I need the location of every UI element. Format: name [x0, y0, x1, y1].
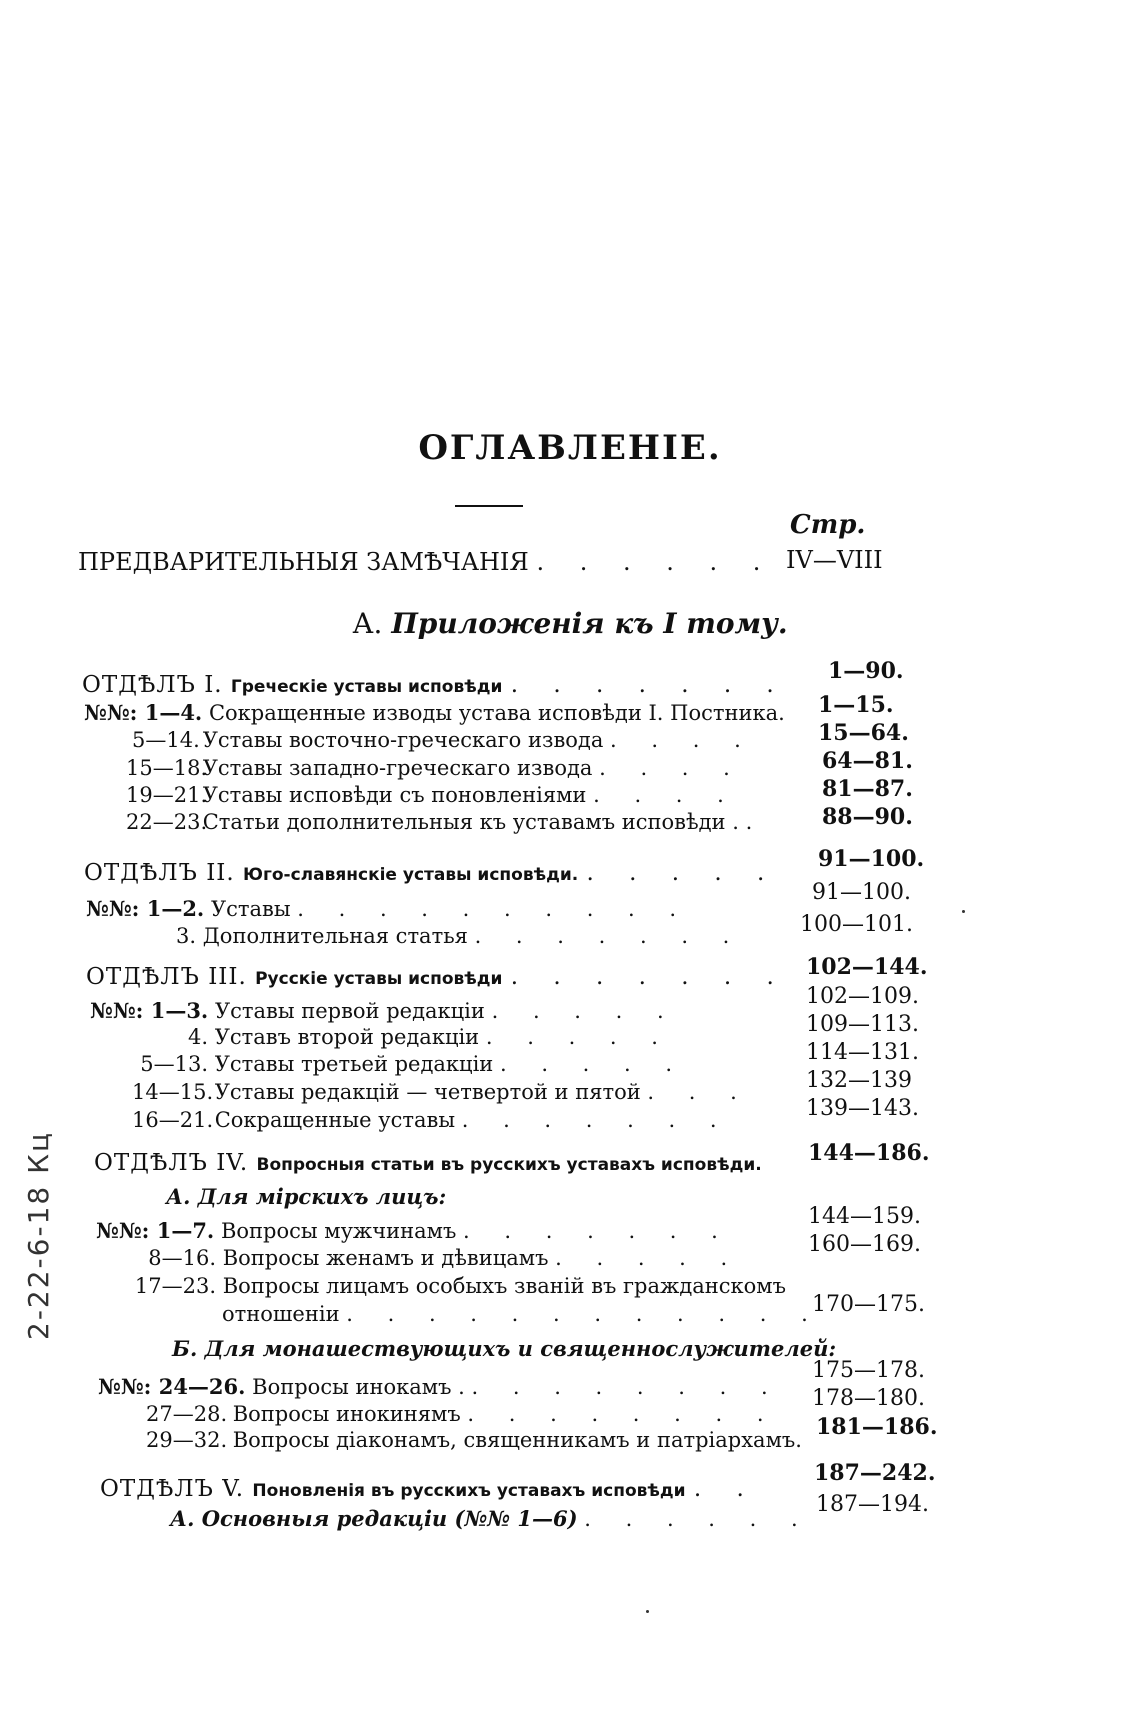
leader-dots: . . . . .: [586, 860, 779, 886]
subsection-heading: А. Для мірскихъ лицъ:: [166, 1184, 447, 1209]
otdel-name: Юго-славянскіе уставы исповѣди.: [243, 865, 579, 885]
leader-dots: . . . . . . . .: [467, 1402, 778, 1426]
leader-dots: . . . . . . .: [461, 1108, 731, 1132]
toc-entry: [86, 896, 690, 921]
entry-text: Вопросы инокинямъ: [232, 1402, 461, 1426]
pages-column-header: Стр.: [790, 510, 866, 540]
otdel-2-heading: [84, 860, 778, 886]
toc-entry: [134, 1274, 786, 1298]
entry-pages: 91—100.: [812, 880, 911, 905]
entry-text: Уставы третьей редакціи: [214, 1052, 494, 1076]
entry-pages: 114—131.: [806, 1040, 919, 1065]
entry-number: 5—14.: [132, 728, 200, 752]
leader-dots: . . . . .: [555, 1246, 742, 1270]
entry-text: Вопросы инокамъ .: [252, 1375, 465, 1399]
leader-dots: . . . .: [599, 756, 744, 780]
toc-entry: [132, 1108, 731, 1132]
entry-pages: 1—15.: [818, 692, 894, 718]
toc-entry: [170, 1506, 812, 1531]
otdel-name: Вопросныя статьи въ русскихъ уставахъ исповѣди.: [256, 1155, 762, 1175]
leader-dots: . . . . . . .: [510, 672, 788, 698]
leader-dots: . . . . . .: [584, 1507, 812, 1531]
otdel-name: Греческіе уставы исповѣди: [230, 677, 503, 697]
entry-text: Уставъ второй редакціи: [214, 1025, 480, 1049]
otdel-5-heading: [100, 1476, 758, 1502]
otdel-5-pages: 187—242.: [814, 1460, 936, 1486]
toc-entry: [96, 1218, 732, 1243]
entry-text: Вопросы лицамъ особыхъ званій въ гражданскомъ: [222, 1274, 787, 1298]
entry-text: Уставы первой редакціи: [214, 999, 485, 1023]
entry-number: №№: 24—26.: [98, 1374, 246, 1399]
entry-pages: 160—169.: [808, 1232, 921, 1257]
leader-dots: . . . . . . . .: [471, 1375, 782, 1399]
preface-label: ПРЕДВАРИТЕЛЬНЫЯ ЗАМѢЧАНІЯ: [78, 548, 529, 576]
leader-dots: . . . . . . . . . .: [297, 897, 691, 921]
toc-entry: [132, 728, 755, 752]
toc-entry: [188, 1025, 672, 1049]
title-divider: [455, 505, 523, 507]
entry-number: 14—15.: [132, 1080, 214, 1104]
entry-number: №№: 1—2.: [86, 896, 205, 921]
leader-dots: .: [745, 810, 767, 834]
otdel-name: Русскіе уставы исповѣди: [255, 969, 503, 989]
toc-entry-continuation: [222, 1302, 822, 1326]
page-title: ОГЛАВЛЕНІЕ.: [418, 428, 722, 468]
otdel-3-heading: [86, 964, 788, 990]
entry-pages: 81—87.: [822, 776, 913, 802]
entry-pages: 144—159.: [808, 1204, 921, 1229]
otdel-label: ОТДѢЛЪ V.: [100, 1476, 245, 1502]
leader-dots: . . . . . . .: [463, 1219, 732, 1243]
toc-entry: [126, 810, 766, 834]
entry-text: отношеніи: [222, 1302, 340, 1326]
entry-number: 29—32.: [146, 1428, 228, 1452]
entry-text: Вопросы женамъ и дѣвицамъ: [222, 1246, 549, 1270]
otdel-label: ОТДѢЛЪ II.: [84, 860, 235, 886]
leader-dots: . . . . .: [499, 1052, 687, 1076]
entry-pages: 64—81.: [822, 748, 913, 774]
entry-pages: 15—64.: [818, 720, 909, 746]
otdel-label: ОТДѢЛЪ IV.: [94, 1150, 249, 1176]
subsection-heading: А. Основныя редакціи (№№ 1—6): [170, 1506, 578, 1531]
preface-entry: [78, 548, 774, 576]
otdel-4-pages: 144—186.: [808, 1140, 930, 1166]
entry-number: 4.: [188, 1025, 209, 1049]
leader-dots: . . . . . .: [536, 548, 775, 576]
entry-text: Сокращенные изводы устава исповѣди I. Постника.: [208, 701, 785, 725]
section-letter: А.: [352, 607, 383, 640]
leader-dots: . .: [693, 1476, 758, 1502]
otdel-label: ОТДѢЛЪ I.: [82, 672, 223, 698]
otdel-label: ОТДѢЛЪ III.: [86, 964, 247, 990]
entry-number: №№: 1—7.: [96, 1218, 215, 1243]
entry-text: Сокращенные уставы: [214, 1108, 456, 1132]
otdel-2-pages: 91—100.: [818, 846, 925, 872]
otdel-4-heading: [94, 1150, 762, 1176]
entry-number: 27—28.: [146, 1402, 228, 1426]
section-a-heading: [0, 607, 1140, 640]
otdel-3-pages: 102—144.: [806, 954, 928, 980]
leader-dots: . . . . . . .: [474, 924, 744, 948]
leader-dots: . . . .: [593, 783, 738, 807]
toc-entry: [146, 1402, 778, 1426]
entry-text: Уставы исповѣди съ поновленіями: [202, 783, 587, 807]
otdel-1-heading: [82, 672, 788, 698]
entry-pages: 109—113.: [806, 1012, 919, 1037]
leader-dots: . . . . .: [491, 999, 678, 1023]
entry-text: Статьи дополнительныя къ уставамъ исповѣди .: [202, 810, 739, 834]
subsection-heading: Б. Для монашествующихъ и священнослужителей:: [172, 1336, 837, 1361]
entry-pages: 181—186.: [816, 1414, 938, 1440]
entry-number: №№: 1—4.: [84, 700, 203, 725]
entry-pages: 187—194.: [816, 1492, 929, 1517]
leader-dots: . . . . .: [485, 1025, 672, 1049]
toc-entry: [90, 998, 678, 1023]
toc-entry: [126, 783, 738, 807]
leader-dots: . . . .: [610, 728, 755, 752]
otdel-name: Поновленія въ русскихъ уставахъ исповѣди: [252, 1481, 686, 1501]
entry-pages: 175—178.: [812, 1358, 925, 1383]
entry-pages: 170—175.: [812, 1292, 925, 1317]
toc-entry: [138, 1052, 686, 1076]
handwritten-margin-note: 2-22-6-18 Кц: [22, 1130, 55, 1340]
preface-pages: IV—VIII: [786, 546, 883, 574]
toc-entry: [84, 700, 785, 725]
toc-entry: [126, 756, 744, 780]
print-speck: [962, 910, 965, 913]
toc-entry: [98, 1374, 782, 1399]
toc-entry: [132, 1080, 751, 1104]
entry-number: 22—23.: [126, 810, 208, 834]
entry-pages: 100—101.: [800, 912, 913, 937]
entry-pages: 139—143.: [806, 1096, 919, 1121]
toc-entry: [146, 1428, 802, 1452]
entry-text: Вопросы мужчинамъ: [220, 1219, 457, 1243]
entry-number: №№: 1—3.: [90, 998, 209, 1023]
entry-number: 15—18.: [126, 756, 208, 780]
toc-entry: [140, 1246, 741, 1270]
print-speck: [646, 1610, 649, 1613]
entry-pages: 178—180.: [812, 1386, 925, 1411]
entry-number: 5—13.: [140, 1052, 208, 1076]
otdel-1-pages: 1—90.: [828, 658, 904, 684]
entry-number: 3.: [176, 924, 197, 948]
toc-entry: [176, 924, 743, 948]
leader-dots: . . . . . . .: [510, 964, 788, 990]
entry-text: Дополнительная статья: [202, 924, 468, 948]
entry-pages: 88—90.: [822, 804, 913, 830]
entry-text: Уставы восточно-греческаго извода: [202, 728, 604, 752]
entry-text: Вопросы діаконамъ, священникамъ и патріархамъ.: [232, 1428, 802, 1452]
entry-pages: 102—109.: [806, 984, 919, 1009]
entry-number: 19—21.: [126, 783, 208, 807]
leader-dots: . . . . . . . . . . . .: [346, 1302, 822, 1326]
entry-pages: 132—139: [806, 1068, 912, 1093]
entry-number: 8—16.: [148, 1246, 216, 1270]
leader-dots: . . .: [647, 1080, 751, 1104]
section-title: Приложенія къ I тому.: [391, 607, 788, 640]
entry-text: Уставы редакцій — четвертой и пятой: [214, 1080, 641, 1104]
entry-number: 17—23.: [134, 1274, 216, 1298]
entry-text: Уставы: [210, 897, 291, 921]
entry-number: 16—21.: [132, 1108, 214, 1132]
entry-text: Уставы западно-греческаго извода: [202, 756, 593, 780]
